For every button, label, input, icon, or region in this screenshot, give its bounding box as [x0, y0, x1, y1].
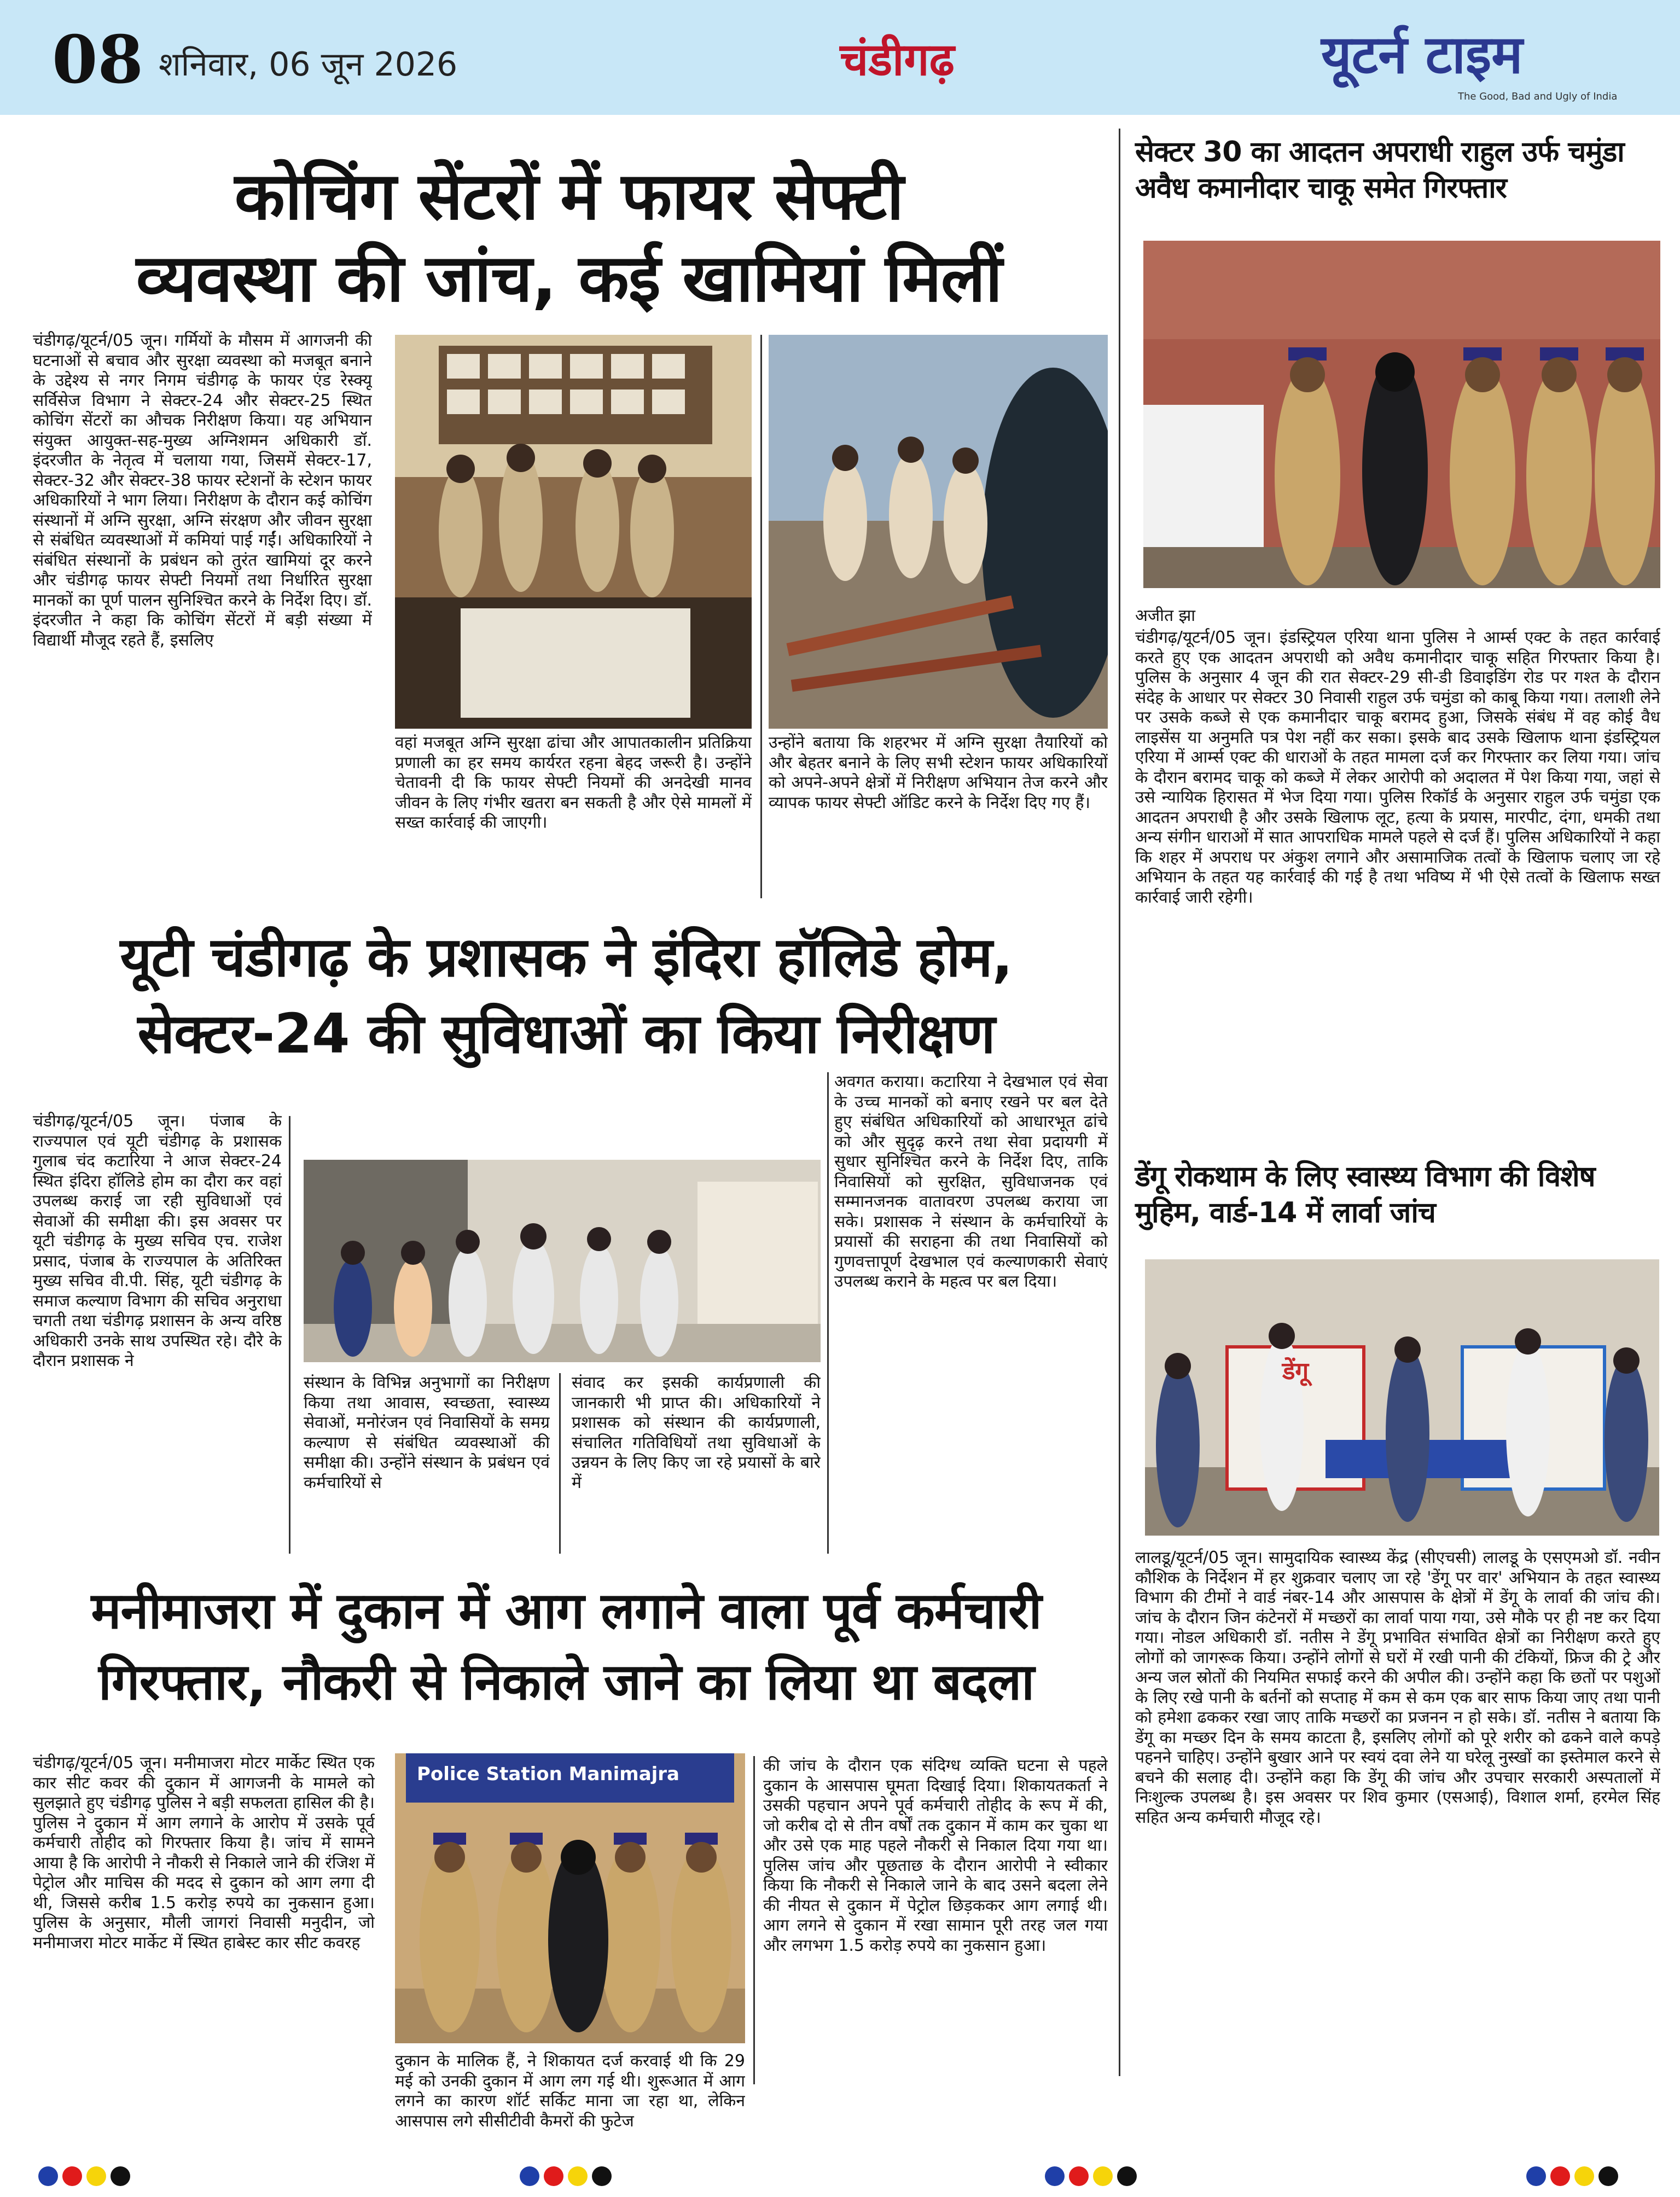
blue-dot-icon [520, 2166, 539, 2186]
story2-photo [304, 1160, 821, 1362]
black-dot-icon [111, 2166, 130, 2186]
story5-body: लालडू/यूटर्न/05 जून। सामुदायिक स्वास्थ्य केंद्र (सीएचसी) लालडू के एसएमओ डॉ. नवीन कौशिक के निर्देशन में हर शुक्रवार चलाए जा रहे 'डेंगू पर वार' अभियान के तहत स्वास्थ्य विभाग की टीमों ने वार्ड नंबर-14 और आसपास के क्षेत्रों में डेंगू के लार्वा की जांच की। जांच के दौरान जिन कंटेनरों में मच्छरों का लार्वा पाया गया, उसे मौके पर ही नष्ट कर दिया गया। नोडल अधिकारी डॉ. नतीस ने डेंगू प्रभावित संभावित क्षेत्रों का निरीक्षण करते हुए लोगों को जागरूक किया। उन्होंने लोगों से घरों में रखी पानी की टंकियों, फ्रिज की ट्रे और अन्य जल स्रोतों की नियमित सफाई करने की अपील की। उन्होंने कहा कि छतों पर पशुओं के लिए रखे पानी के बर्तनों को सप्ताह में कम से कम एक बार साफ किया जाए तथा पानी को हमेशा ढककर रखा जाए ताकि मच्छरों का प्रजनन न हो सके। डॉ. नतीस ने बताया कि डेंगू का मच्छर दिन के समय काटता है, इसलिए लोगों को पूरे शरीर को ढकने वाले कपड़े पहनने चाहिए। उन्होंने बुखार आने पर स्वयं दवा लेने या घरेलू नुस्खों का इस्तेमाल करने से बचने की सलाह दी। उन्होंने कहा कि डेंगू की जांच और उपचार सरकारी अस्पतालों में निःशुल्क उपलब्ध है। इस अवसर पर शिव कुमार (एसआई), विशाल शर्मा, हरमेल सिंह सहित अन्य कर्मचारी मौजूद रहे। [1135, 1548, 1660, 1827]
story5-headline-line1: डेंगू रोकथाम के लिए स्वास्थ्य विभाग की विशेष [1135, 1160, 1595, 1193]
story5-photo [1145, 1259, 1659, 1536]
story1-photo2 [769, 335, 1108, 729]
registration-marks-left [38, 2166, 135, 2188]
page-number: 08 [52, 21, 143, 98]
story4-body: चंडीगढ़/यूटर्न/05 जून। इंडस्ट्रियल एरिया थाना पुलिस ने आर्म्स एक्ट के तहत कार्रवाई करते हुए एक आदतन अपराधी को अवैध कमानीदार चाकू सहित गिरफ्तार किया है। पुलिस के अनुसार 4 जून की रात सेक्टर-29 सी-डी डिवाइडिंग रोड पर गश्त के दौरान संदेह के आधार पर सेक्टर 30 निवासी राहुल उर्फ चमुंडा को काबू किया गया। तलाशी लेने पर उसके कब्जे से एक कमानीदार चाकू बरामद हुआ, जिसके संबंध में वह कोई वैध लाइसेंस या अनुमति पत्र पेश नहीं कर सका। इसके बाद उसके खिलाफ थाना इंडस्ट्रियल एरिया में आर्म्स एक्ट की धाराओं के तहत मामला दर्ज कर गिरफ्तार कर लिया गया। जांच के दौरान बरामद चाकू को कब्जे में लेकर आरोपी को अदालत में पेश किया गया, जहां से उसे न्यायिक हिरासत में भेज दिया गया। पुलिस रिकॉर्ड के अनुसार राहुल उर्फ चमुंडा एक आदतन अपराधी है और उसके खिलाफ लूट, हत्या के प्रयास, मारपीट, दंगा, धमकी तथा अन्य संगीन धाराओं में सात आपराधिक मामले पहले से दर्ज हैं। पुलिस अधिकारियों ने कहा कि शहर में अपराध पर अंकुश लगाने और असामाजिक तत्वों के खिलाफ चलाए जा रहे अभियान के तहत यह कार्रवाई की गई है तथा भविष्य में भी ऐसे तत्वों के खिलाफ सख्त कार्रवाई जारी रहेगी। [1135, 628, 1660, 907]
story2-body-col1: चंडीगढ़/यूटर्न/05 जून। पंजाब के राज्यपाल एवं यूटी चंडीगढ़ के प्रशासक गुलाब चंद कटारिया ने आज सेक्टर-24 स्थित इंदिरा हॉलिडे होम का दौरा कर वहां उपलब्ध कराई जा रही सुविधाओं एवं सेवाओं की समीक्षा की। इस अवसर पर यूटी चंडीगढ़ के मुख्य सचिव एच. राजेश प्रसाद, पंजाब के राज्यपाल के अतिरिक्त मुख्य सचिव वी.पी. सिंह, यूटी चंडीगढ़ के समाज कल्याण विभाग की सचिव अनुराधा चगती तथा चंडीगढ़ प्रशासन के अन्य वरिष्ठ अधिकारी उनके साथ उपस्थित रहे। दौरे के दौरान प्रशासक ने [33, 1112, 282, 1370]
story4-author: अजीत झा [1135, 606, 1196, 625]
blue-dot-icon [38, 2166, 58, 2186]
story2-col-divider [289, 1116, 290, 1554]
black-dot-icon [1598, 2166, 1618, 2186]
holiday-home-photo [304, 1160, 821, 1362]
story3-body-col2: दुकान के मालिक हैं, ने शिकायत दर्ज करवाई थी कि 29 मई को उनकी दुकान में आग लग गई थी। शुरूआत में आग लगने का कारण शॉर्ट सर्किट माना जा रहा था, लेकिन आसपास लगे सीसीटीवी कैमरों की फुटेज [395, 2051, 745, 2131]
black-dot-icon [592, 2166, 612, 2186]
story3-headline-line1: मनीमाजरा में दुकान में आग लगाने वाला पूर्व कर्मचारी [91, 1582, 1042, 1640]
story2-body-col2: संस्थान के विभिन्न अनुभागों का निरीक्षण किया तथा आवास, स्वच्छता, स्वास्थ्य सेवाओं, मनोरंजन एवं निवासियों के समग्र कल्याण से संबंधित व्यवस्थाओं की समीक्षा की। उन्होंने संस्थान के प्रबंधन एवं कर्मचारियों से [304, 1373, 550, 1492]
story1-caption2: उन्होंने बताया कि शहरभर में अग्नि सुरक्षा तैयारियों को और बेहतर बनाने के लिए सभी स्टेशन फायर अधिकारियों को अपने-अपने क्षेत्रों में निरीक्षण अभियान तेज करने और व्यापक फायर सेफ्टी ऑडिट करने के निर्देश दिए गए हैं। [769, 733, 1108, 812]
yellow-dot-icon [86, 2166, 106, 2186]
story3-headline-line2: गिरफ्तार, नौकरी से निकाले जाने का लिया था बदला [98, 1653, 1034, 1711]
story3-body-col1: चंडीगढ़/यूटर्न/05 जून। मनीमाजरा मोटर मार्केट स्थित एक कार सीट कवर की दुकान में आगजनी के मामले को सुलझाते हुए चंडीगढ़ पुलिस ने बड़ी सफलता हासिल की है। पुलिस ने दुकान में आग लगाने के आरोप में उसके पूर्व कर्मचारी तोहीद को गिरफ्तार किया है। जांच में सामने आया है कि आरोपी ने नौकरी से निकाले जाने की रंजिश में पेट्रोल और माचिस की मदद से दुकान को आग लगा दी थी, जिससे करीब 1.5 करोड़ रुपये का नुकसान हुआ। पुलिस के अनुसार, मौली जागरां निवासी मनुदीन, जो मनीमाजरा मोटर मार्केट में स्थित हाबेस्ट कार सीट कवरह [33, 1753, 375, 1952]
police-station-sign: Police Station Manimajra [417, 1763, 680, 1785]
blue-dot-icon [1526, 2166, 1546, 2186]
dengue-banner-text: डेंगू [1282, 1357, 1309, 1385]
story2-headline-line2: सेक्टर-24 की सुविधाओं का किया निरीक्षण [137, 1002, 995, 1066]
police-arrest-photo [395, 1753, 745, 2043]
registration-marks-right [1526, 2166, 1623, 2188]
story3-body-col3: की जांच के दौरान एक संदिग्ध व्यक्ति घटना से पहले दुकान के आसपास घूमता दिखाई दिया। शिकायतकर्ता ने उसकी पहचान अपने पूर्व कर्मचारी तोहीद के रूप में की, जो करीब दो से तीन वर्षों तक दुकान में काम कर चुका था और उसे एक माह पहले नौकरी से निकाल दिया गया था। पुलिस जांच और पूछताछ के दौरान आरोपी ने स्वीकार किया कि नौकरी से निकाले जाने के बाद उसने बदला लेने की नीयत से दुकान में पेट्रोल छिड़ककर आग लगाई थी। आग लगने से दुकान में रखा सामान पूरी तरह जल गया और लगभग 1.5 करोड़ रुपये का नुकसान हुआ। [763, 1756, 1108, 1955]
dengue-awareness-photo [1145, 1259, 1659, 1536]
police-arrest-photo-sector30 [1143, 241, 1660, 588]
story1-photo1 [395, 335, 752, 729]
red-dot-icon [544, 2166, 563, 2186]
yellow-dot-icon [1093, 2166, 1113, 2186]
rooftop-tank-photo [769, 335, 1108, 729]
story1-body-col1: चंडीगढ़/यूटर्न/05 जून। गर्मियों के मौसम में आगजनी की घटनाओं से बचाव और सुरक्षा व्यवस्था को मजबूत बनाने के उद्देश्य से नगर निगम चंडीगढ़ के फायर एंड रेस्क्यू सर्विसेज विभाग ने सेक्टर-24 और सेक्टर-25 स्थित कोचिंग सेंटरों का औचक निरीक्षण किया। यह अभियान संयुक्त आयुक्त-सह-मुख्य अग्निशमन अधिकारी डॉ. इंदरजीत के नेतृत्व में चलाया गया, जिसमें सेक्टर-17, सेक्टर-32 और सेक्टर-38 फायर स्टेशनों के स्टेशन फायर अधिकारियों ने भाग लिया। निरीक्षण के दौरान कई कोचिंग संस्थानों में अग्नि सुरक्षा, अग्नि संरक्षण और जीवन सुरक्षा से संबंधित व्यवस्थाओं में कमियां पाई गईं। अधिकारियों ने संबंधित संस्थानों के प्रबंधन को तुरंत खामियां दूर करने और चंडीगढ़ फायर सेफ्टी नियमों तथा निर्धारित सुरक्षा मानकों का पूर्ण पालन सुनिश्चित करने के निर्देश दिए। डॉ. इंदरजीत ने कहा कि कोचिंग सेंटरों में बड़ी संख्या में विद्यार्थी मौजूद रहते हैं, इसलिए [33, 331, 372, 650]
black-dot-icon [1117, 2166, 1137, 2186]
red-dot-icon [1550, 2166, 1570, 2186]
story2-body-col4: अवगत कराया। कटारिया ने देखभाल एवं सेवा के उच्च मानकों को बनाए रखने पर बल देते हुए संबंधित अधिकारियों को आधारभूत ढांचे को और सुदृढ़ करने तथा सेवा प्रदायगी में सुधार सुनिश्चित करने के निर्देश दिए, ताकि निवासियों को सुरक्षित, सुविधाजनक एवं सम्मानजनक वातावरण उपलब्ध कराया जा सके। प्रशासक ने संस्थान के कर्मचारियों के प्रयासों की सराहना की तथा निवासियों को गुणवत्तापूर्ण देखभाल एवं कल्याणकारी सेवाएं उपलब्ध कराने के महत्व पर बल दिया। [834, 1072, 1108, 1291]
logo-tagline: The Good, Bad and Ugly of India [1458, 91, 1618, 102]
blue-dot-icon [1045, 2166, 1065, 2186]
story4-headline-line2: अवैध कमानीदार चाकू समेत गिरफ्तार [1135, 172, 1507, 205]
yellow-dot-icon [1574, 2166, 1594, 2186]
story1-headline-line2: व्यवस्था की जांच, कई खामियां मिलीं [136, 241, 1002, 317]
story1-caption1: वहां मजबूत अग्नि सुरक्षा ढांचा और आपातकालीन प्रतिक्रिया प्रणाली का हर समय कार्यरत रहना बेहद जरूरी है। उन्होंने चेतावनी दी कि फायर सेफ्टी नियमों की अनदेखी मानव जीवन के लिए गंभीर खतरा बन सकती है और ऐसे मामलों में सख्त कार्रवाई की जाएगी। [395, 733, 752, 832]
story2-headline-line1: यूटी चंडीगढ़ के प्रशासक ने इंदिरा हॉलिडे होम, [120, 925, 1013, 989]
story2-col-divider3 [827, 1072, 829, 1554]
yellow-dot-icon [568, 2166, 588, 2186]
story4-photo [1143, 241, 1660, 588]
story5-headline-line2: मुहिम, वार्ड-14 में लार्वा जांच [1135, 1196, 1435, 1229]
story1-headline-line1: कोचिंग सेंटरों में फायर सेफ्टी [234, 159, 904, 235]
story2-body-col3: संवाद कर इसकी कार्यप्रणाली की जानकारी भी प्राप्त की। अधिकारियों ने प्रशासक को संस्थान की कार्यप्रणाली, संचालित गतिविधियों तथा सुविधाओं के उन्नयन के लिए किए जा रहे प्रयासों के बारे में [572, 1373, 821, 1492]
story4-headline-line1: सेक्टर 30 का आदतन अपराधी राहुल उर्फ चमुंडा [1135, 136, 1624, 168]
story1-col-divider [760, 335, 762, 898]
column-divider [1119, 129, 1120, 2076]
registration-marks-center-right [1045, 2166, 1141, 2188]
registration-marks-center-left [520, 2166, 616, 2188]
inspection-room-photo [395, 335, 752, 729]
red-dot-icon [1069, 2166, 1089, 2186]
newspaper-logo [1321, 25, 1627, 112]
red-dot-icon [62, 2166, 82, 2186]
section-name: चंडीगढ़ [840, 34, 955, 86]
story3-col-divider [753, 1756, 755, 2084]
page-date: शनिवार, 06 जून 2026 [159, 45, 458, 84]
logo-text: यूटर्न टाइम [1321, 24, 1523, 85]
story2-col-divider2 [559, 1373, 561, 1554]
story3-photo [395, 1753, 745, 2043]
